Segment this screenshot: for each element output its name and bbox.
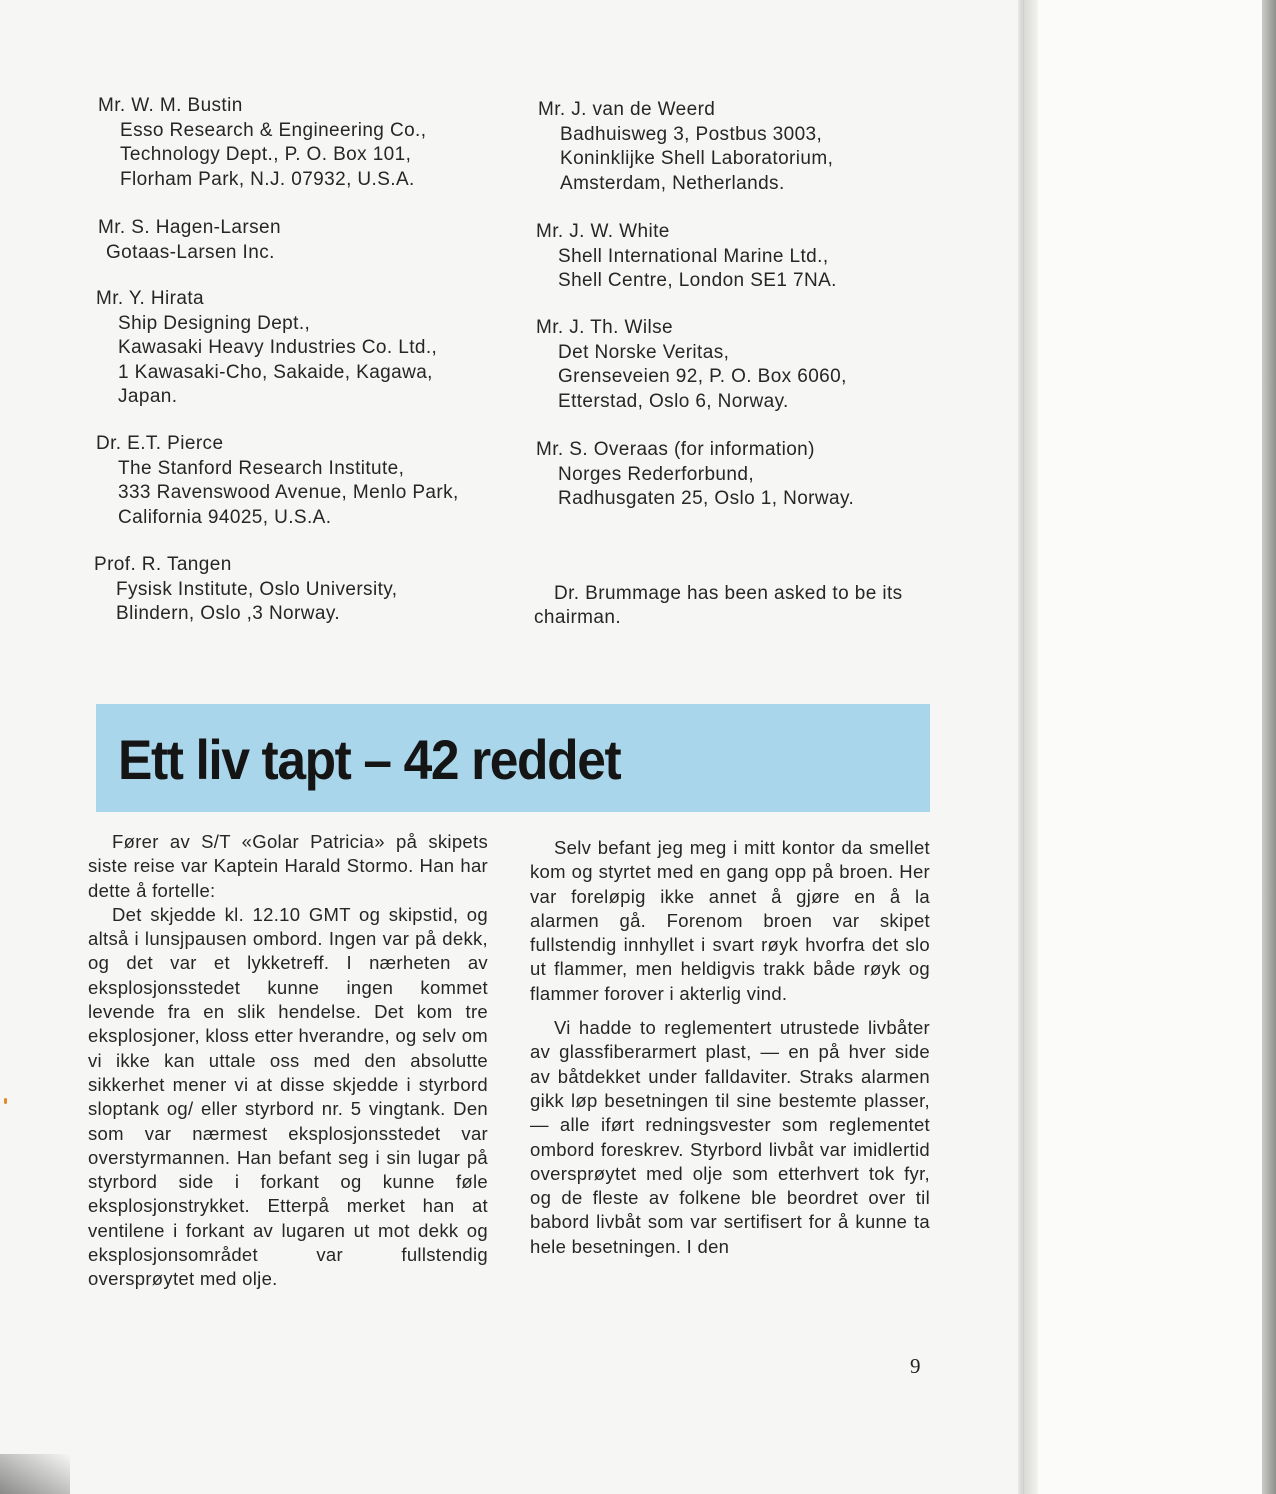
article-paragraph: Vi hadde to reglementert utrustede livbåter av glassfiberarmert plast, — en på hver side av båtdekket under falldaviter. Straks alarmen gikk løp besetningen til sine bestemte plasser, — alle iført redningsvester som reglementet ombord foreskrev. Styrbord livbåt var imidlertid oversprøytet med olje som etterhvert tok fyr, og de fleste av folkene ble beordret over til babord livbåt som var sertifisert for å kunne ta hele besetningen. I den (530, 1017, 930, 1257)
recipient-address-line: Koninklijke Shell Laboratorium, (560, 148, 834, 169)
recipient-name: Mr. Y. Hirata (96, 288, 204, 309)
article-headline: Ett liv tapt – 42 reddet (118, 728, 621, 791)
recipient-address-line: Badhuisweg 3, Postbus 3003, (560, 123, 823, 145)
recipient-address-line: Blindern, Oslo ,3 Norway. (116, 603, 341, 624)
page-gutter-highlight (1024, 0, 1038, 1494)
recipient-address-line: Shell Centre, London SE1 7NA. (558, 270, 837, 291)
scan-corner-shadow (0, 1454, 70, 1494)
recipient-address-line: 1 Kawasaki-Cho, Sakaide, Kagawa, (118, 361, 433, 383)
headline-banner (96, 704, 930, 812)
recipient-address-line: Gotaas-Larsen Inc. (106, 241, 275, 263)
recipient-entry (96, 287, 437, 410)
recipient-name: Mr. J. W. White (536, 221, 670, 242)
article-paragraph: Det skjedde kl. 12.10 GMT og skipstid, og altså i lunsjpausen ombord. Ingen var på dekk, og det var et lykketreff. I nærheten av eksplosjonsstedet kunne ingen kommet levende fra en slik hendelse. Det kom tre eksplosjoner, kloss etter hverandre, og selv om vi ikke kan uttale oss med den absolutte sikkerhet mener vi at disse skjedde i styrbord sloptank og/ eller styrbord nr. 5 vingtank. Den som var nærmest eksplosjonsstedet var overstyrmannen. Han befant seg i sin lugar på styrbord side i forkant og kunne føle eksplosjonstrykket. Etterpå merket han at ventilene i forkant av lugaren ut mot dekk og eksplosjonsområdet var fullstendig oversprøytet med olje. (88, 903, 488, 1290)
article-column-left (88, 830, 488, 1292)
recipient-entry (98, 94, 426, 192)
chairman-note: Dr. Brummage has been asked to be its chairman. (534, 583, 903, 628)
recipient-entry (96, 432, 459, 530)
recipient-address-line: Fysisk Institute, Oslo University, (116, 578, 398, 600)
recipient-address-line: Technology Dept., P. O. Box 101, (120, 144, 412, 165)
recipient-entry (536, 438, 854, 512)
recipient-address-line: Norges Rederforbund, (558, 463, 754, 485)
page-margin-right (1038, 0, 1276, 1494)
recipient-address-line: Grenseveien 92, P. O. Box 6060, (558, 366, 847, 387)
page-number: 9 (910, 1354, 921, 1378)
recipient-address-line: 333 Ravenswood Avenue, Menlo Park, (118, 482, 459, 503)
recipient-address-line: Kawasaki Heavy Industries Co. Ltd., (118, 337, 438, 358)
article-column-right (530, 836, 930, 1259)
recipient-entry (98, 216, 281, 265)
recipient-name: Mr. J. Th. Wilse (536, 317, 673, 338)
recipient-address-line: Etterstad, Oslo 6, Norway. (558, 390, 789, 412)
scan-speck (4, 1098, 7, 1104)
recipient-name: Mr. S. Hagen-Larsen (98, 217, 281, 238)
book-edge (1262, 0, 1276, 1494)
recipient-address-line: California 94025, U.S.A. (118, 506, 332, 528)
recipient-name: Mr. W. M. Bustin (98, 95, 243, 116)
recipient-entry (536, 220, 837, 294)
recipient-address-line: Esso Research & Engineering Co., (120, 119, 427, 141)
recipient-name: Mr. S. Overaas (for information) (536, 439, 815, 460)
article-paragraph: Selv befant jeg meg i mitt kontor da smellet kom og styrtet med en gang opp på broen. Her var foreløpig ikke annet å gjøre en å la alarmen gå. Forenom broen var skipet fullstendig innhyllet i svart røyk hvorfra det slo ut flammer, men heldigvis trakk både røyk og flammer forover i akterlig vind. (530, 837, 930, 1004)
article-paragraph: Fører av S/T «Golar Patricia» på skipets siste reise var Kaptein Harald Stormo. Han har dette å fortelle: (88, 831, 488, 901)
recipient-entry (538, 98, 833, 196)
recipient-entry (94, 553, 397, 627)
recipient-address-line: Det Norske Veritas, (558, 341, 730, 363)
recipient-address-line: Shell International Marine Ltd., (558, 245, 829, 267)
recipient-name: Mr. J. van de Weerd (538, 99, 716, 120)
recipient-entry (536, 316, 847, 414)
recipient-address-line: Florham Park, N.J. 07932, U.S.A. (120, 168, 415, 190)
recipient-address-line: Amsterdam, Netherlands. (560, 172, 785, 194)
recipient-address-line: Ship Designing Dept., (118, 312, 311, 334)
recipient-address-line: The Stanford Research Institute, (118, 457, 405, 479)
recipient-address-line: Japan. (118, 386, 178, 407)
recipient-address-line: Radhusgaten 25, Oslo 1, Norway. (558, 488, 855, 509)
recipient-name: Dr. E.T. Pierce (96, 433, 224, 454)
recipient-name: Prof. R. Tangen (94, 554, 232, 575)
